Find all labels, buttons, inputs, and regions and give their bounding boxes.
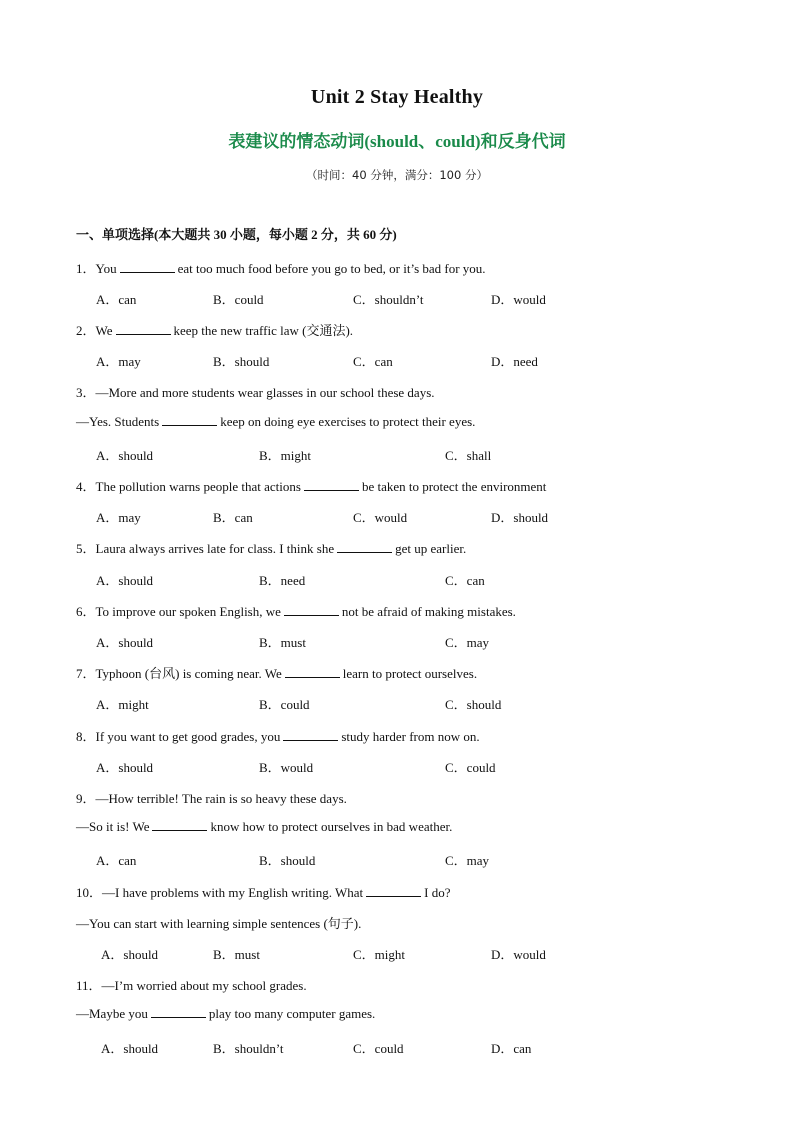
answer-blank[interactable] [284,604,339,616]
question-text: not be afraid of making mistakes. [341,604,516,619]
question-text: 11．—I’m worried about my school grades. [76,978,307,993]
question-8-option-b[interactable]: B．would [259,760,314,775]
question-6-line-1 [76,601,516,620]
question-text: I do? [424,885,451,900]
answer-blank[interactable] [120,261,175,273]
question-text: get up earlier. [395,541,467,556]
section-heading: 一、单项选择(本大题共 30 小题，每小题 2 分，共 60 分) [76,227,397,242]
question-11-line-2 [76,1006,375,1022]
question-10-line-1 [76,882,451,901]
question-text: 8．If you want to get good grades, you [76,729,281,744]
question-9-option-c[interactable]: C．may [445,853,490,868]
answer-blank[interactable] [366,885,421,897]
question-7-option-a[interactable]: A．might [96,697,149,712]
question-11-option-c[interactable]: C．could [353,1041,404,1056]
question-10-option-b[interactable]: B．must [213,947,260,962]
question-text: 4．The pollution warns people that actions [76,479,301,494]
question-5-line-1 [76,538,466,557]
question-text: 7．Typhoon (台风) is coming near. We [76,666,282,681]
question-7-option-b[interactable]: B．could [259,697,310,712]
question-2-option-b[interactable]: B．should [213,354,270,369]
question-6-option-c[interactable]: C．may [445,635,490,650]
question-text: —Yes. Students [76,414,160,429]
question-6-option-a[interactable]: A．should [96,635,154,650]
question-9-option-a[interactable]: A．can [96,853,137,868]
question-4-option-d[interactable]: D．should [491,510,549,525]
question-1-option-b[interactable]: B．could [213,292,264,307]
answer-blank[interactable] [283,729,338,741]
question-2-option-c[interactable]: C．can [353,354,393,369]
exam-meta: （时间：40 分钟，满分：100 分） [306,168,488,182]
question-8-option-c[interactable]: C．could [445,760,496,775]
question-4-line-1 [76,476,546,495]
question-2-option-d[interactable]: D．need [491,354,538,369]
question-1-line-1 [76,258,486,277]
question-1-option-d[interactable]: D．would [491,292,546,307]
question-10-option-d[interactable]: D．would [491,947,546,962]
question-text: 10．—I have problems with my English writing. What [76,885,364,900]
question-4-option-a[interactable]: A．may [96,510,141,525]
question-text: —So it is! We [76,819,150,834]
question-11-option-d[interactable]: D．can [491,1041,532,1056]
question-9-line-1 [76,788,347,807]
question-text: study harder from now on. [341,729,480,744]
answer-blank[interactable] [285,666,340,678]
question-text: 1．You [76,261,117,276]
question-11-option-b[interactable]: B．shouldn’t [213,1041,284,1056]
question-5-option-c[interactable]: C．can [445,573,485,588]
answer-blank[interactable] [337,541,392,553]
question-11-line-1 [76,975,307,994]
question-text: learn to protect ourselves. [342,666,478,681]
answer-blank[interactable] [152,819,207,831]
question-4-option-b[interactable]: B．can [213,510,253,525]
question-text: play too many computer games. [208,1006,376,1021]
question-5-option-b[interactable]: B．need [259,573,306,588]
page-subtitle: 表建议的情态动词(should、could)和反身代词 [228,132,566,151]
question-9-line-2 [76,819,452,835]
page-title: Unit 2 Stay Healthy [310,86,484,108]
answer-blank[interactable] [162,414,217,426]
question-3-option-c[interactable]: C．shall [445,448,492,463]
question-10-line-2 [76,913,361,932]
question-10-option-c[interactable]: C．might [353,947,406,962]
question-text: 5．Laura always arrives late for class. I think she [76,541,335,556]
question-text: keep the new traffic law (交通法). [173,323,354,338]
question-7-option-c[interactable]: C．should [445,697,502,712]
question-1-option-c[interactable]: C．shouldn’t [353,292,424,307]
question-3-option-b[interactable]: B．might [259,448,312,463]
question-9-option-b[interactable]: B．should [259,853,316,868]
question-text: —You can start with learning simple sentences (句子). [76,916,362,931]
question-text: 2．We [76,323,113,338]
question-1-option-a[interactable]: A．can [96,292,137,307]
question-2-line-1 [76,320,353,339]
question-3-option-a[interactable]: A．should [96,448,154,463]
question-8-line-1 [76,726,480,745]
question-8-option-a[interactable]: A．should [96,760,154,775]
question-text: know how to protect ourselves in bad weather. [210,819,453,834]
question-11-option-a[interactable]: A．should [101,1041,159,1056]
question-2-option-a[interactable]: A．may [96,354,141,369]
answer-blank[interactable] [304,479,359,491]
question-text: 6．To improve our spoken English, we [76,604,281,619]
question-7-line-1 [76,663,477,682]
question-text: 3．—More and more students wear glasses in our school these days. [76,385,435,400]
question-text: —Maybe you [76,1006,148,1021]
question-5-option-a[interactable]: A．should [96,573,154,588]
question-3-line-1 [76,382,435,401]
question-text: be taken to protect the environment [361,479,547,494]
question-3-line-2 [76,414,475,430]
answer-blank[interactable] [151,1006,206,1018]
question-text: 9．—How terrible! The rain is so heavy these days. [76,791,347,806]
answer-blank[interactable] [116,323,171,335]
question-6-option-b[interactable]: B．must [259,635,306,650]
question-text: keep on doing eye exercises to protect their eyes. [220,414,476,429]
question-4-option-c[interactable]: C．would [353,510,408,525]
question-text: eat too much food before you go to bed, or it’s bad for you. [177,261,486,276]
question-10-option-a[interactable]: A．should [101,947,159,962]
